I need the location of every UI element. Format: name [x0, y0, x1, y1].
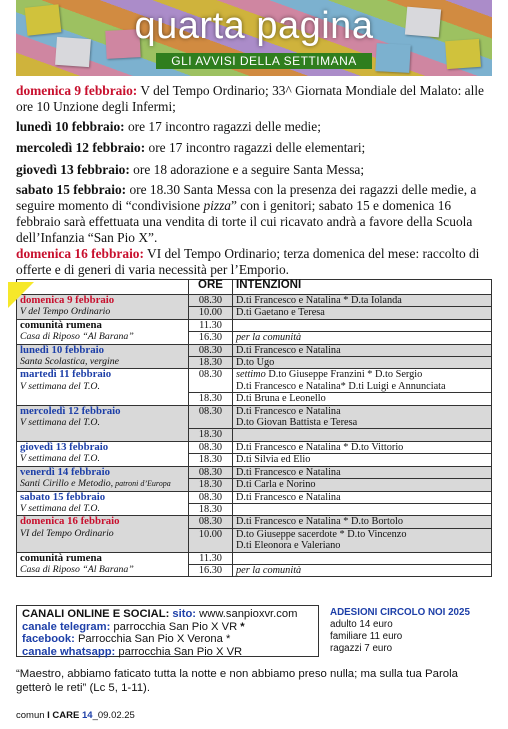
day-name: comunità rumena: [20, 551, 102, 564]
facebook-link[interactable]: Parrocchia San Pio X Verona *: [74, 633, 231, 645]
day-liturgy: Santi Cirillo e Metodio, patroni d’Europa: [20, 478, 171, 490]
day-name: venerdì 14 febbraio: [20, 465, 110, 478]
day-cell: [17, 466, 189, 491]
day-liturgy: V settimana del T.O.: [20, 502, 100, 514]
whatsapp-link[interactable]: parrocchia San Pio X VR: [115, 645, 243, 658]
banner-title: quarta pagina: [134, 5, 374, 47]
table-row: [17, 344, 492, 356]
intention-line: D.ti Francesco e Natalina: [236, 405, 341, 417]
day-cell: [17, 491, 189, 516]
mass-intentions: [233, 357, 492, 369]
intention-line: [236, 553, 488, 564]
intention-line: D.ti Francesco e Natalina * D.to Bortolo: [236, 516, 403, 528]
intention-line: [236, 504, 488, 515]
day-liturgy: VI del Tempo Ordinario: [20, 527, 114, 539]
mass-time: 16.30: [189, 332, 233, 344]
membership-title: ADESIONI CIRCOLO NOI 2025: [330, 607, 470, 618]
day-cell: [17, 295, 189, 320]
mass-time: 11.30: [189, 319, 233, 331]
mass-intentions: [233, 466, 492, 478]
mass-time: 08.30: [189, 466, 233, 478]
header-intentions: INTENZIONI: [233, 280, 492, 295]
mass-intentions: [233, 564, 492, 576]
intention-line: D.ti Gaetano e Teresa: [236, 307, 325, 319]
intention-line: per la comunità: [236, 564, 302, 576]
day-liturgy: Santa Scolastica, vergine: [20, 356, 119, 368]
mass-time: 11.30: [189, 552, 233, 564]
membership-line: adulto 14 euro: [330, 619, 393, 630]
day-cell: [17, 441, 189, 466]
mass-time: 16.30: [189, 564, 233, 576]
header-day: [17, 280, 189, 295]
day-name: sabato 15 febbraio: [20, 490, 106, 503]
day-name: domenica 16 febbraio: [20, 515, 120, 528]
day-cell: [17, 405, 189, 441]
membership-line: ragazzi 7 euro: [330, 643, 393, 654]
mass-intentions: [233, 344, 492, 356]
mass-intentions: [233, 295, 492, 307]
intention-line: D.ti Eleonora e Valeriano: [236, 540, 341, 552]
intention-line: D.to Giovan Battista e Teresa: [236, 417, 358, 429]
mass-time: 10.00: [189, 528, 233, 552]
intention-line: D.ti Silvia ed Elio: [236, 454, 311, 466]
mass-time: 08.30: [189, 295, 233, 307]
mass-intentions: [233, 491, 492, 503]
mass-time: 18.30: [189, 454, 233, 466]
online-channels-box: CANALI ONLINE E SOCIAL: sito: www.sanpioxvr.com canale telegram: parrocchia San Pio X VR * facebook: Parrocchia San Pio X Verona * canale whatsapp: parrocchia San Pio X VR: [16, 605, 319, 657]
mass-intentions: [233, 332, 492, 344]
header-banner: [16, 0, 492, 76]
mass-schedule-table: [16, 279, 492, 577]
intention-line: D.ti Francesco e Natalina: [236, 466, 341, 478]
mass-intentions: [233, 405, 492, 429]
telegram-link[interactable]: parrocchia San Pio X VR: [110, 620, 241, 633]
mass-intentions: [233, 393, 492, 405]
gospel-quote: “Maestro, abbiamo faticato tutta la notte e non abbiamo preso nulla; ma sulla tua Parola getterò le reti” (Lc 5, 1-11).: [16, 668, 458, 694]
table-header-row: [17, 280, 492, 295]
mass-time: 18.30: [189, 503, 233, 515]
mass-time: 18.30: [189, 357, 233, 369]
intention-line: [236, 320, 488, 331]
day-name: giovedì 13 febbraio: [20, 440, 109, 453]
mass-intentions: [233, 454, 492, 466]
day-liturgy: V settimana del T.O.: [20, 453, 100, 465]
mass-time: 08.30: [189, 491, 233, 503]
day-name: domenica 9 febbraio: [20, 294, 115, 306]
intention-line: D.ti Francesco e Natalina * D.to Vittorio: [236, 441, 404, 453]
mass-time: 18.30: [189, 429, 233, 441]
mass-intentions: [233, 429, 492, 441]
mass-time: 18.30: [189, 479, 233, 491]
mass-intentions: [233, 369, 492, 393]
day-liturgy: V settimana del T.O.: [20, 417, 100, 429]
table-row: [17, 552, 492, 564]
table-row: [17, 491, 492, 503]
day-name: comunità rumena: [20, 318, 102, 331]
intention-line: D.ti Francesco e Natalina * D.ta Iolanda: [236, 295, 402, 306]
footer: comun I CARE 14_09.02.25: [16, 710, 135, 721]
table-row: [17, 466, 492, 478]
website-link[interactable]: www.sanpioxvr.com: [196, 608, 298, 620]
intention-line: D.to Giuseppe sacerdote * D.to Vincenzo: [236, 528, 407, 540]
announcement: sabato 15 febbraio: ore 18.30 Santa Messa con la presenza dei ragazzi delle medie, a seguire momento di “condivisione pizza” con i genitori; sabato 15 e domenica 16 febbraio sarà effettuata una vendita di torte il cui ricavato andrà a favore della Scuola dell’Infanzia “San Pio X”.: [16, 182, 477, 245]
mass-intentions: [233, 516, 492, 528]
day-name: mercoledì 12 febbraio: [20, 404, 121, 417]
intention-line: D.ti Francesco e Natalina: [236, 344, 341, 356]
intention-line: D.to Ugo: [236, 357, 275, 369]
announcement: domenica 9 febbraio: V del Tempo Ordinario; 33^ Giornata Mondiale del Malato: alle ore 10 Unzione degli Infermi;: [16, 83, 484, 114]
table-row: [17, 516, 492, 528]
day-cell: [17, 552, 189, 577]
intention-line: D.ti Carla e Norino: [236, 479, 316, 491]
day-liturgy: V del Tempo Ordinario: [20, 306, 111, 318]
intention-line: per la comunità: [236, 332, 302, 344]
table-row: [17, 405, 492, 429]
mass-intentions: [233, 307, 492, 319]
day-liturgy: Casa di Riposo “Al Barana”: [20, 563, 134, 575]
corner-accent: [8, 282, 34, 308]
announcement: lunedì 10 febbraio: ore 17 incontro ragazzi delle medie;: [16, 119, 321, 134]
header-time: ORE: [189, 280, 233, 295]
mass-time: 08.30: [189, 441, 233, 453]
day-name: martedì 11 febbraio: [20, 368, 112, 381]
mass-time: 10.00: [189, 307, 233, 319]
day-name: lunedì 10 febbraio: [20, 343, 104, 356]
mass-time: 08.30: [189, 369, 233, 393]
mass-intentions: [233, 479, 492, 491]
day-liturgy: Casa di Riposo “Al Barana”: [20, 331, 134, 343]
table-row: [17, 319, 492, 331]
announcement: mercoledì 12 febbraio: ore 17 incontro ragazzi delle elementari;: [16, 140, 366, 155]
membership-box: [326, 605, 492, 657]
intention-line: D.ti Francesco e Natalina* D.ti Luigi e Annunciata: [236, 380, 446, 392]
day-liturgy: V settimana del T.O.: [20, 380, 100, 392]
intention-line: [236, 429, 488, 440]
mass-intentions: [233, 319, 492, 331]
table-row: [17, 369, 492, 393]
intention-line: D.ti Francesco e Natalina: [236, 491, 341, 503]
mass-intentions: [233, 441, 492, 453]
banner-subtitle: GLI AVVISI DELLA SETTIMANA: [156, 53, 372, 69]
mass-time: 18.30: [189, 393, 233, 405]
mass-intentions: [233, 528, 492, 552]
table-row: [17, 441, 492, 453]
day-cell: [17, 344, 189, 369]
intention-line: D.ti Bruna e Leonello: [236, 393, 326, 405]
day-cell: [17, 516, 189, 552]
table-row: [17, 295, 492, 307]
mass-time: 08.30: [189, 344, 233, 356]
day-cell: [17, 319, 189, 344]
mass-time: 08.30: [189, 516, 233, 528]
mass-time: 08.30: [189, 405, 233, 429]
mass-intentions: [233, 503, 492, 515]
mass-intentions: [233, 552, 492, 564]
intention-line: settimo D.to Giuseppe Franzini * D.to Sergio: [236, 369, 423, 381]
announcement: giovedì 13 febbraio: ore 18 adorazione e a seguire Santa Messa;: [16, 162, 365, 177]
announcement: domenica 16 febbraio: VI del Tempo Ordinario; terza domenica del mese: raccolto di offerte e di generi di varia necessità per l’Emporio.: [16, 246, 480, 277]
day-cell: [17, 369, 189, 405]
membership-line: familiare 11 euro: [330, 631, 403, 642]
